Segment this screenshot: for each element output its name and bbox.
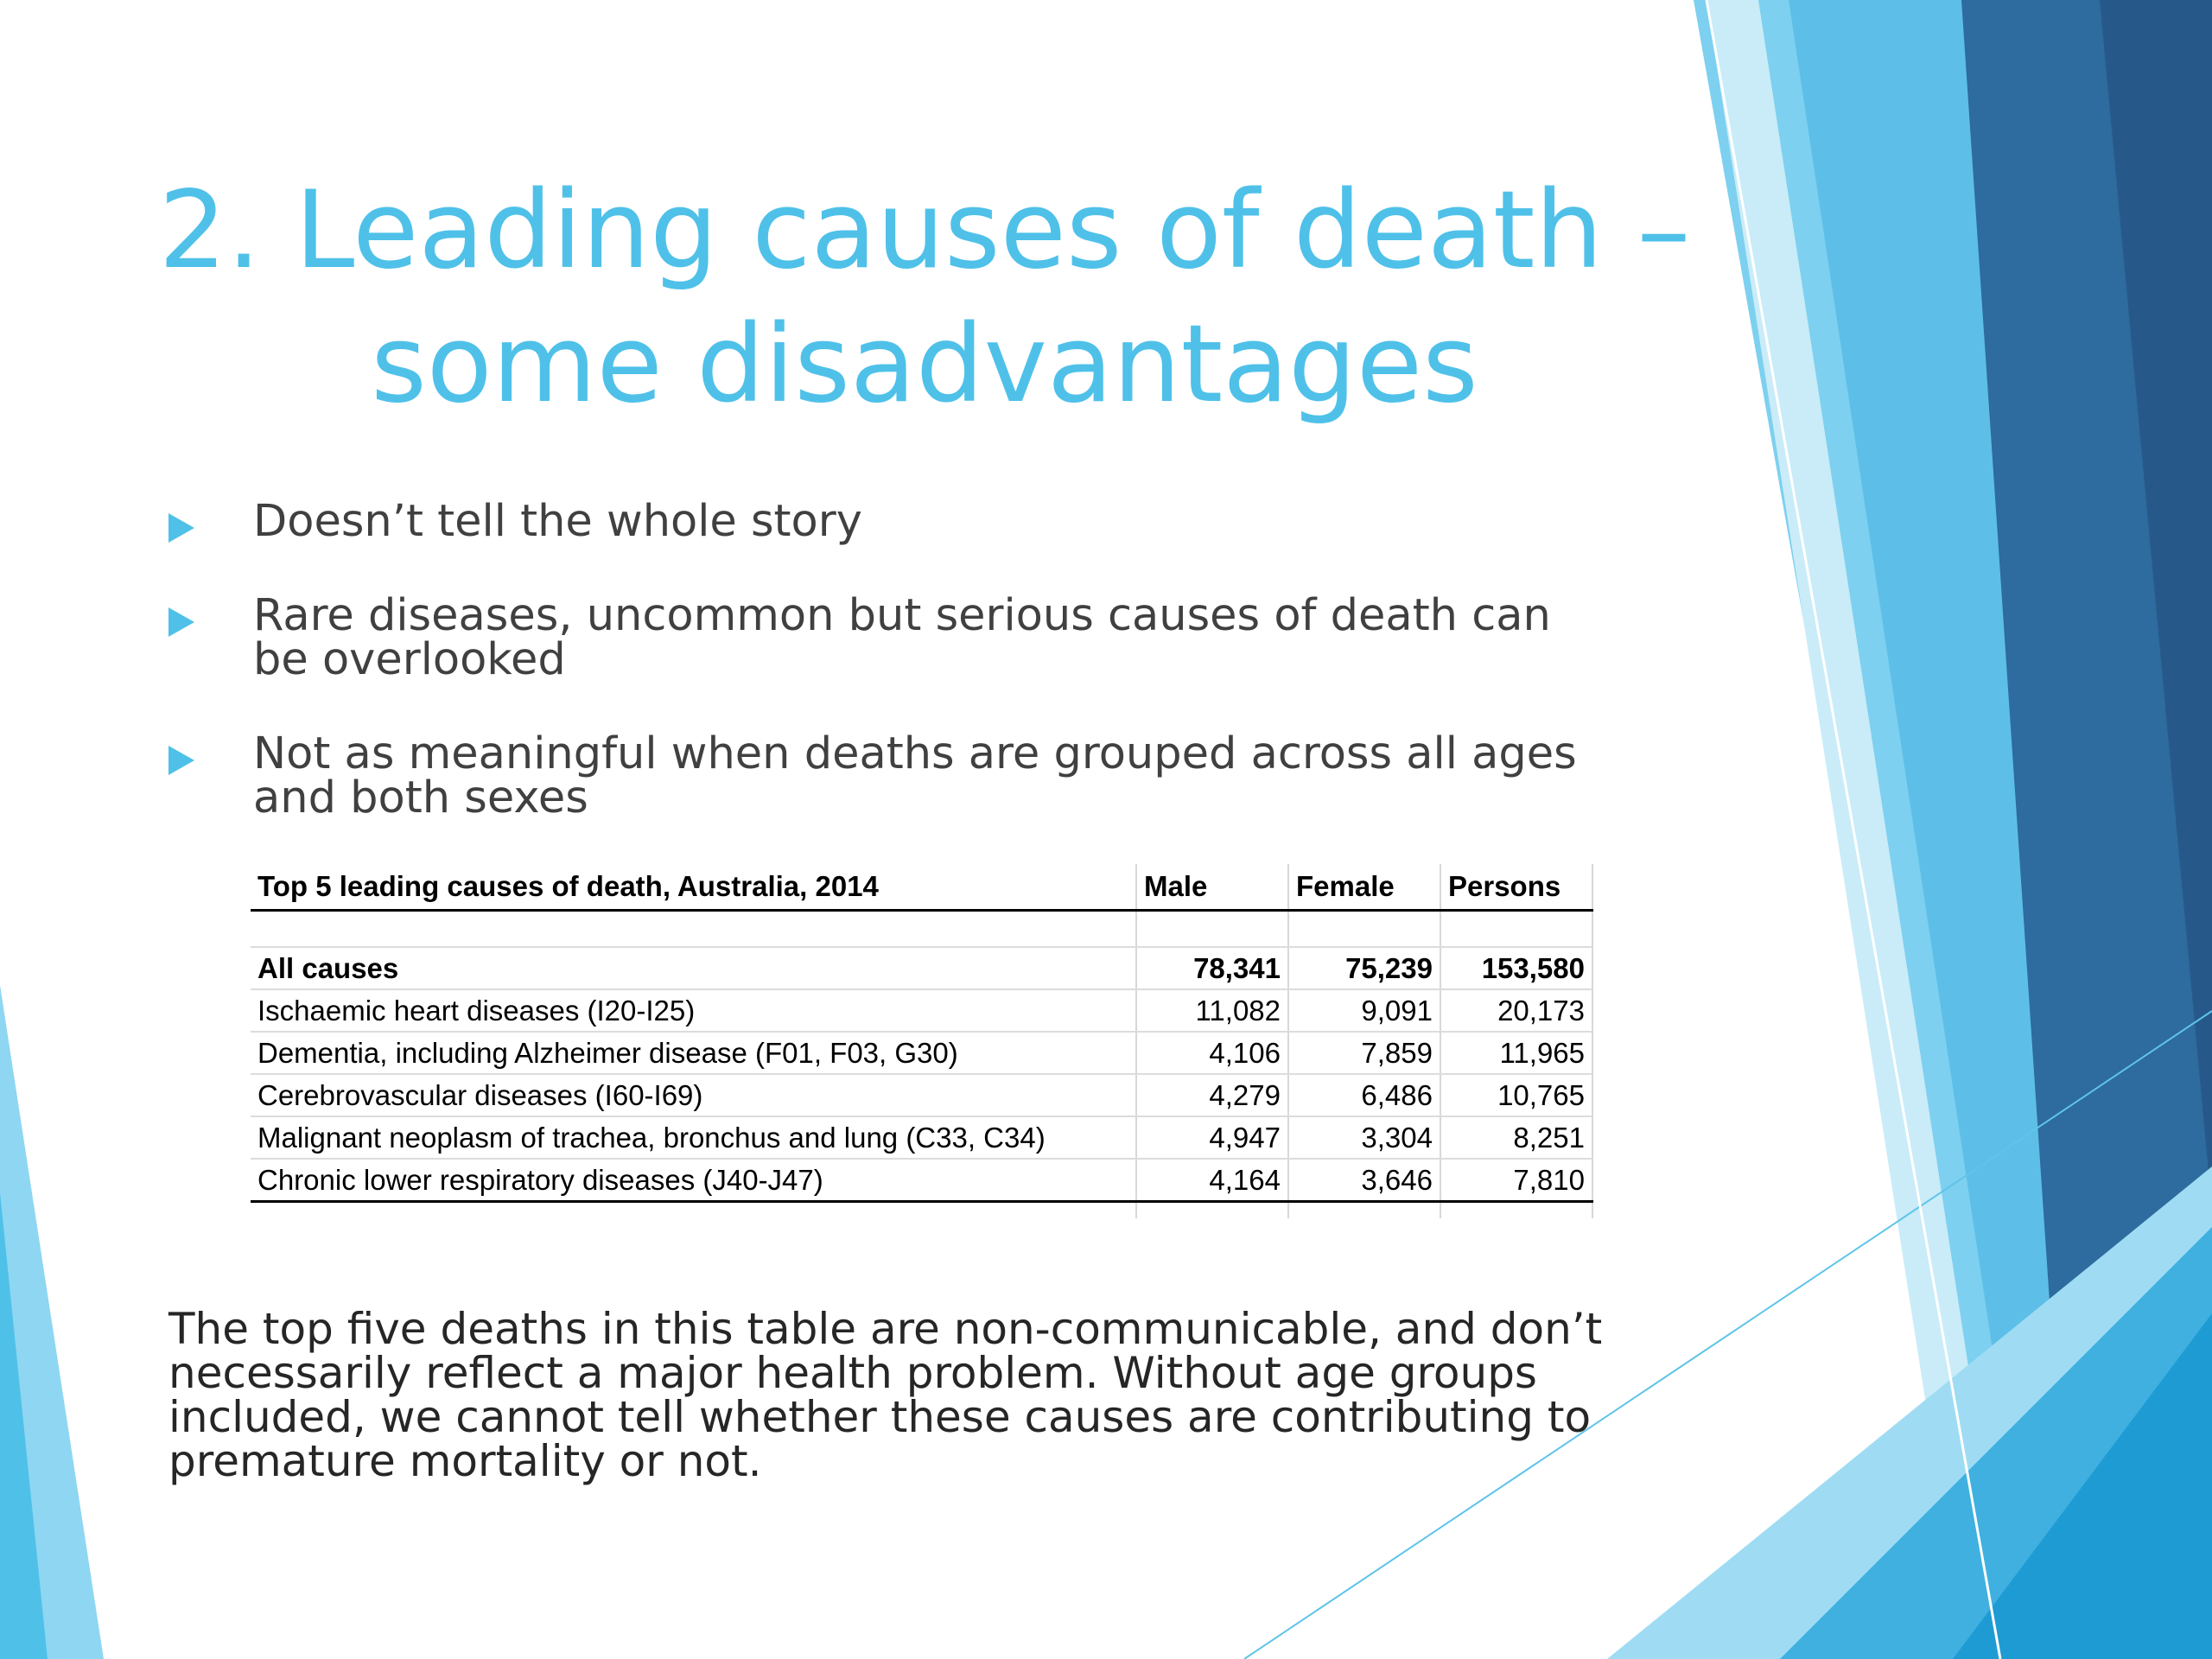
cell-male: 4,164: [1136, 1159, 1288, 1202]
cell-persons: 153,580: [1440, 947, 1592, 989]
triangle-right-icon: [168, 607, 194, 637]
slide-title: [138, 164, 1711, 432]
cell-female: 9,091: [1288, 989, 1440, 1032]
cell-female: 75,239: [1288, 947, 1440, 989]
row-label: Malignant neoplasm of trachea, bronchus and lung (C33, C34): [251, 1116, 1136, 1159]
slide-title-line-1: 2. Leading causes of death –: [158, 168, 1691, 293]
causes-table-image: [251, 864, 1611, 1218]
cell-female: 6,486: [1288, 1074, 1440, 1116]
table-row: [251, 1032, 1592, 1074]
bullet-item: [168, 728, 1594, 823]
cell-persons: 8,251: [1440, 1116, 1592, 1159]
cell-persons: 11,965: [1440, 1032, 1592, 1074]
footnote-text: The top five deaths in this table are non-communicable, and don’t necessarily reflect a major health problem. Without age groups included, we cannot tell whether these causes are contributing to premature mortality or not.: [168, 1304, 1603, 1486]
cell-male: 4,947: [1136, 1116, 1288, 1159]
bullet-item: [168, 496, 1594, 547]
table-row: [251, 1074, 1592, 1116]
row-label: Ischaemic heart diseases (I20-I25): [251, 989, 1136, 1032]
column-header-persons: Persons: [1440, 864, 1592, 911]
causes-table: [251, 864, 1593, 1218]
cell-male: 4,279: [1136, 1074, 1288, 1116]
cell-male: 11,082: [1136, 989, 1288, 1032]
bullet-text: Not as meaningful when deaths are grouped across all ages and both sexes: [253, 728, 1577, 823]
column-header-female: Female: [1288, 864, 1440, 911]
table-spacer-row: [251, 911, 1592, 948]
row-label: Dementia, including Alzheimer disease (F01, F03, G30): [251, 1032, 1136, 1074]
triangle-right-icon: [168, 513, 194, 543]
cell-female: 3,646: [1288, 1159, 1440, 1202]
table-tail-row: [251, 1202, 1592, 1219]
bullet-text: Doesn’t tell the whole story: [253, 496, 862, 547]
cell-persons: 20,173: [1440, 989, 1592, 1032]
cell-female: 3,304: [1288, 1116, 1440, 1159]
bullet-list: [168, 496, 1594, 870]
table-header-row: [251, 864, 1592, 911]
cell-female: 7,859: [1288, 1032, 1440, 1074]
row-label: All causes: [251, 947, 1136, 989]
cell-male: 4,106: [1136, 1032, 1288, 1074]
column-header-male: Male: [1136, 864, 1288, 911]
slide-title-line-2: some disadvantages: [371, 302, 1478, 427]
cell-persons: 10,765: [1440, 1074, 1592, 1116]
cell-persons: 7,810: [1440, 1159, 1592, 1202]
table-caption: Top 5 leading causes of death, Australia, 2014: [251, 864, 1136, 911]
table-row: [251, 1116, 1592, 1159]
bullet-text: Rare diseases, uncommon but serious causes of death can be overlooked: [253, 590, 1551, 685]
cell-male: 78,341: [1136, 947, 1288, 989]
table-row: [251, 989, 1592, 1032]
row-label: Cerebrovascular diseases (I60-I69): [251, 1074, 1136, 1116]
table-row: [251, 1159, 1592, 1202]
triangle-right-icon: [168, 746, 194, 775]
row-label: Chronic lower respiratory diseases (J40-J47): [251, 1159, 1136, 1202]
table-row-all-causes: [251, 947, 1592, 989]
bullet-item: [168, 590, 1594, 685]
